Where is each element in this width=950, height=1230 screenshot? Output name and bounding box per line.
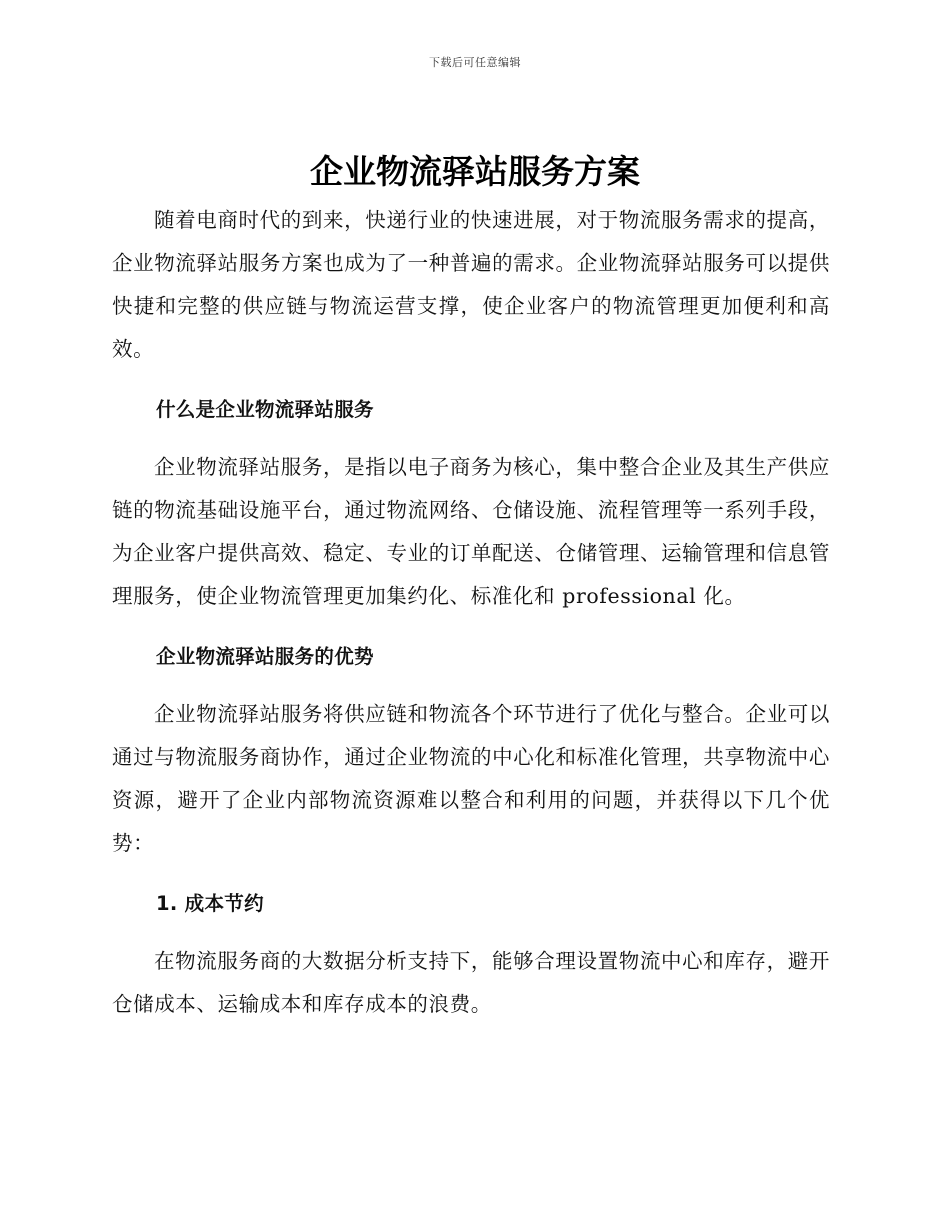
intro-paragraph: 随着电商时代的到来，快递行业的快速进展，对于物流服务需求的提高，企业物流驿站服务方案也成为了一种普遍的需求。企业物流驿站服务可以提供快捷和完整的供应链与物流运营支撑，使企业客户的物流管理更加便利和高效。 bbox=[112, 208, 830, 361]
section-heading-cost-saving: 1. 成本节约 bbox=[156, 892, 264, 915]
section-paragraph-cost-saving: 在物流服务商的大数据分析支持下，能够合理设置物流中心和库存，避开仓储成本、运输成本和库存成本的浪费。 bbox=[112, 949, 830, 1016]
section-heading-advantages: 企业物流驿站服务的优势 bbox=[156, 645, 374, 668]
header-note: 下载后可任意编辑 bbox=[429, 56, 521, 69]
section-heading-what-is: 什么是企业物流驿站服务 bbox=[156, 398, 374, 421]
section-paragraph-what-is: 企业物流驿站服务，是指以电子商务为核心，集中整合企业及其生产供应链的物流基础设施平台，通过物流网络、仓储设施、流程管理等一系列手段，为企业客户提供高效、稳定、专业的订单配送、仓储管理、运输管理和信息管理服务，使企业物流管理更加集约化、标准化和 professional 化。 bbox=[112, 455, 830, 608]
document-body bbox=[112, 199, 830, 1026]
section-paragraph-advantages: 企业物流驿站服务将供应链和物流各个环节进行了优化与整合。企业可以通过与物流服务商协作，通过企业物流的中心化和标准化管理，共享物流中心资源，避开了企业内部物流资源难以整合和利用的问题，并获得以下几个优势： bbox=[112, 702, 830, 855]
document-title: 企业物流驿站服务方案 bbox=[310, 152, 640, 191]
